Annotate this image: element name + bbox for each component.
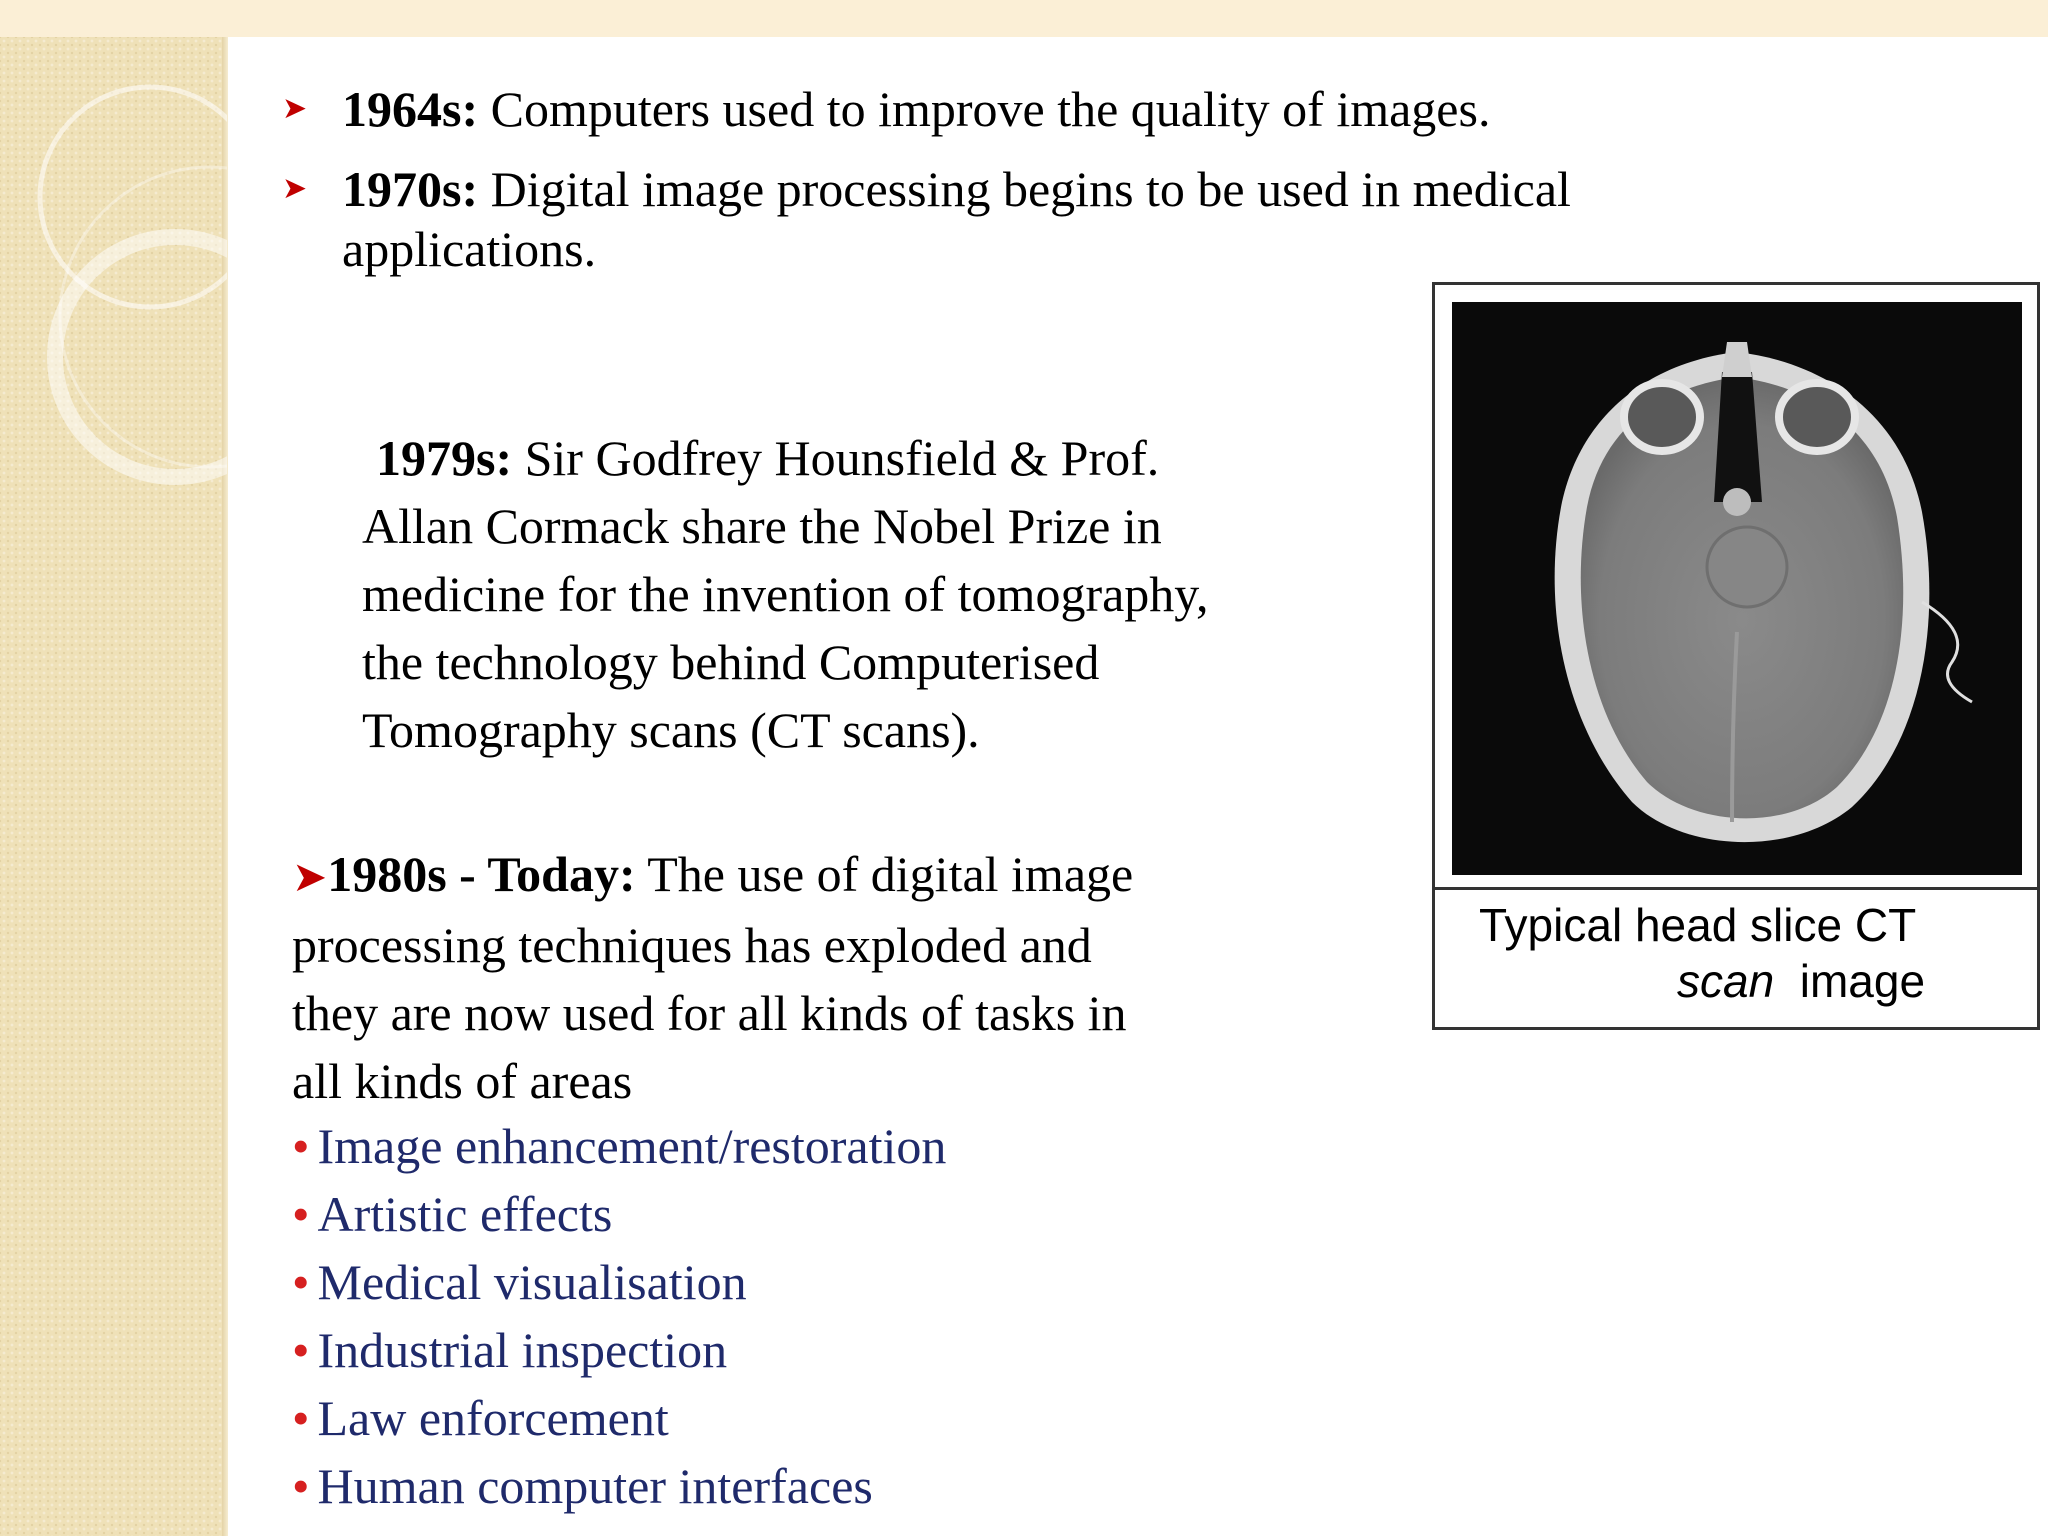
nobel-line: the technology behind Computerised xyxy=(362,634,1100,690)
bullet-dot-icon: • xyxy=(292,1186,310,1242)
caption-line: Typical head slice CT xyxy=(1479,899,1917,951)
list-item xyxy=(292,1180,612,1248)
bullet-dot-icon: • xyxy=(292,1254,310,1310)
list-item-label: Artistic effects xyxy=(317,1186,613,1242)
nobel-line: Tomography scans (CT scans). xyxy=(362,702,980,758)
nobel-year: 1979s: xyxy=(376,430,513,486)
item-year: 1964s: xyxy=(342,81,479,137)
today-line: they are now used for all kinds of tasks in xyxy=(292,985,1127,1041)
bullet-dot-icon: • xyxy=(292,1322,310,1378)
item-text: Digital image processing begins to be used in medical xyxy=(490,161,1571,217)
arrow-bullet-icon: ➤ xyxy=(292,852,328,901)
bullet-dot-icon: • xyxy=(292,1458,310,1514)
figure-divider xyxy=(1435,887,2037,890)
arrow-bullet-icon: ➤ xyxy=(282,91,308,126)
decorative-rings-icon xyxy=(0,37,227,537)
list-item xyxy=(292,1452,873,1520)
list-item xyxy=(292,1316,727,1384)
nobel-line: Sir Godfrey Hounsfield & Prof. xyxy=(524,430,1160,486)
list-item-label: Industrial inspection xyxy=(317,1322,728,1378)
item-year: 1970s: xyxy=(342,161,479,217)
list-item xyxy=(292,1384,669,1452)
list-item-label: Law enforcement xyxy=(317,1390,669,1446)
caption-scan: scan xyxy=(1677,955,1775,1007)
today-line: all kinds of areas xyxy=(292,1053,633,1109)
bullet-dot-icon: • xyxy=(292,1118,310,1174)
list-item xyxy=(292,1112,946,1180)
bullet-dot-icon: • xyxy=(292,1390,310,1446)
today-paragraph xyxy=(292,840,1133,1115)
nobel-paragraph xyxy=(362,424,1209,764)
ct-figure xyxy=(1432,282,2040,1030)
item-text-continued: applications. xyxy=(342,221,597,277)
item-text: Computers used to improve the quality of images. xyxy=(490,81,1491,137)
top-band xyxy=(0,0,2048,37)
today-year: 1980s - Today: xyxy=(327,846,636,902)
nobel-line: Allan Cormack share the Nobel Prize in xyxy=(362,498,1162,554)
today-line: The use of digital image xyxy=(647,846,1134,902)
caption-line xyxy=(1677,953,1925,1009)
list-item-label: Image enhancement/restoration xyxy=(317,1118,947,1174)
today-line: processing techniques has exploded and xyxy=(292,917,1092,973)
ct-scan-image xyxy=(1452,302,2022,875)
list-item xyxy=(292,1248,747,1316)
arrow-bullet-icon: ➤ xyxy=(282,171,308,206)
nobel-line: medicine for the invention of tomography, xyxy=(362,566,1209,622)
caption-image: image xyxy=(1799,955,1926,1007)
list-item-label: Medical visualisation xyxy=(317,1254,747,1310)
list-item-label: Human computer interfaces xyxy=(317,1458,873,1514)
brain-ct-icon xyxy=(1452,302,2022,875)
